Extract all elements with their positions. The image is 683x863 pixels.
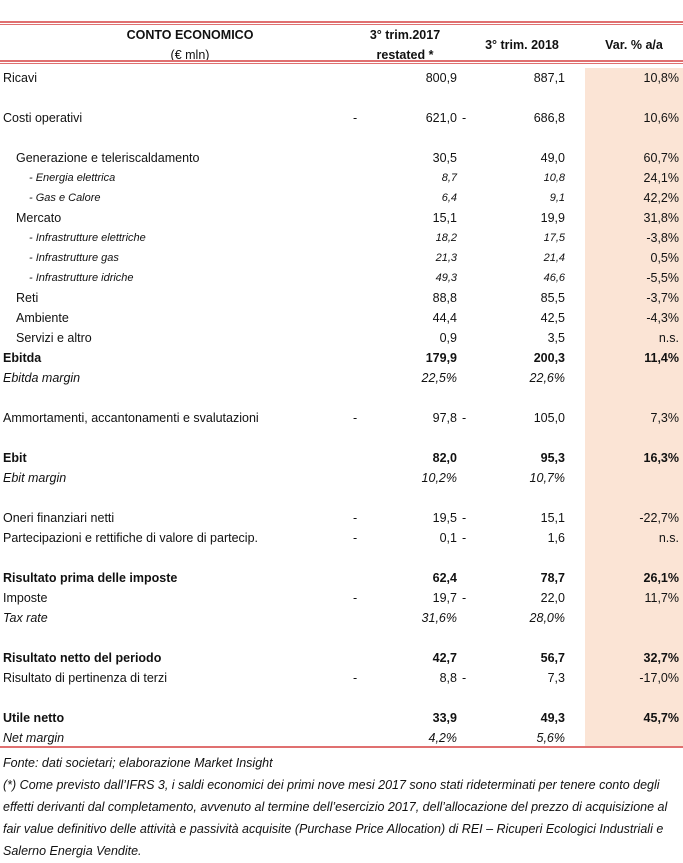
header-col1-line2: restated * bbox=[376, 48, 434, 62]
variation-value: -22,7% bbox=[639, 511, 679, 525]
row-label: Ammortamenti, accantonamenti e svalutazioni bbox=[3, 411, 259, 425]
col2-value: 22,0 bbox=[540, 591, 565, 605]
col2-value: 42,5 bbox=[540, 311, 565, 325]
table-row bbox=[0, 728, 683, 748]
source-note: Fonte: dati societari; elaborazione Market Insight bbox=[3, 756, 273, 770]
table-row bbox=[0, 228, 683, 248]
col2-sign: - bbox=[462, 511, 467, 525]
variation-value: 60,7% bbox=[643, 151, 679, 165]
col1-value: 19,7 bbox=[432, 591, 457, 605]
table-row bbox=[0, 448, 683, 468]
row-label: - Energia elettrica bbox=[29, 172, 116, 184]
variation-value: 24,1% bbox=[643, 171, 679, 185]
col2-value: 105,0 bbox=[533, 411, 565, 425]
col2-value: 5,6% bbox=[536, 731, 565, 745]
col1-value: 62,4 bbox=[432, 571, 457, 585]
col2-sign: - bbox=[462, 591, 467, 605]
variation-value: -3,7% bbox=[646, 291, 679, 305]
row-label: Imposte bbox=[3, 591, 48, 605]
col1-value: 33,9 bbox=[432, 711, 457, 725]
col1-value: 6,4 bbox=[441, 192, 457, 204]
table-row bbox=[0, 368, 683, 388]
col1-sign: - bbox=[353, 591, 358, 605]
variation-value: n.s. bbox=[658, 331, 679, 345]
table-row bbox=[0, 528, 683, 548]
col1-value: 44,4 bbox=[432, 311, 457, 325]
col2-value: 85,5 bbox=[540, 291, 565, 305]
col1-value: 22,5% bbox=[421, 371, 457, 385]
col1-value: 82,0 bbox=[432, 451, 457, 465]
variation-value: 42,2% bbox=[643, 191, 679, 205]
variation-value: 31,8% bbox=[643, 211, 679, 225]
variation-value: n.s. bbox=[658, 531, 679, 545]
col1-value: 49,3 bbox=[435, 272, 457, 284]
variation-value: 0,5% bbox=[650, 251, 679, 265]
row-label: Mercato bbox=[16, 211, 62, 225]
table-row bbox=[0, 288, 683, 308]
col1-sign: - bbox=[353, 511, 358, 525]
header-col2: 3° trim. 2018 bbox=[485, 38, 559, 52]
row-label: Ebitda bbox=[3, 351, 42, 365]
col1-sign: - bbox=[353, 531, 358, 545]
col2-value: 78,7 bbox=[540, 571, 565, 585]
table-row bbox=[0, 508, 683, 528]
row-label: Ebit margin bbox=[3, 471, 67, 485]
col1-value: 15,1 bbox=[432, 211, 457, 225]
col1-value: 10,2% bbox=[421, 471, 457, 485]
col2-value: 200,3 bbox=[533, 351, 565, 365]
col1-value: 8,8 bbox=[439, 671, 457, 685]
variation-value: -4,3% bbox=[646, 311, 679, 325]
variation-value: -17,0% bbox=[639, 671, 679, 685]
header-col1-line1: 3° trim.2017 bbox=[369, 28, 441, 42]
table-row bbox=[0, 168, 683, 188]
header-title: CONTO ECONOMICO bbox=[126, 28, 254, 42]
table-row bbox=[0, 708, 683, 728]
table-row bbox=[0, 668, 683, 688]
variation-value: 11,7% bbox=[644, 591, 679, 605]
col1-value: 8,7 bbox=[441, 172, 457, 184]
header-rule bbox=[0, 60, 683, 64]
row-label: Net margin bbox=[3, 731, 65, 745]
row-label: Costi operativi bbox=[3, 111, 83, 125]
bottom-rule bbox=[0, 746, 683, 749]
table-row bbox=[0, 148, 683, 168]
col2-value: 56,7 bbox=[540, 651, 565, 665]
col2-sign: - bbox=[462, 411, 467, 425]
table-row bbox=[0, 348, 683, 368]
row-label: Risultato prima delle imposte bbox=[3, 571, 178, 585]
header-col3: Var. % a/a bbox=[605, 38, 663, 52]
row-label: Reti bbox=[16, 291, 39, 305]
col1-value: 18,2 bbox=[435, 232, 457, 244]
col2-sign: - bbox=[462, 671, 467, 685]
variation-value: -3,8% bbox=[646, 231, 679, 245]
table-row bbox=[0, 328, 683, 348]
row-label: Ebitda margin bbox=[3, 371, 81, 385]
col1-value: 0,1 bbox=[439, 531, 457, 545]
row-label: Tax rate bbox=[3, 611, 48, 625]
table-row bbox=[0, 188, 683, 208]
row-label: Partecipazioni e rettifiche di valore di partecip. bbox=[3, 531, 258, 545]
variation-value: 16,3% bbox=[643, 451, 679, 465]
table-row bbox=[0, 308, 683, 328]
table-row bbox=[0, 408, 683, 428]
col1-value: 30,5 bbox=[432, 151, 457, 165]
col1-value: 800,9 bbox=[425, 71, 457, 85]
table-row bbox=[0, 208, 683, 228]
col1-value: 179,9 bbox=[425, 351, 457, 365]
row-label: - Infrastrutture gas bbox=[29, 252, 119, 264]
table-row bbox=[0, 248, 683, 268]
variation-value: 45,7% bbox=[643, 711, 679, 725]
col1-value: 19,5 bbox=[432, 511, 457, 525]
col2-value: 21,4 bbox=[543, 252, 565, 264]
table-row bbox=[0, 648, 683, 668]
row-label: - Infrastrutture idriche bbox=[29, 272, 134, 284]
table-row bbox=[0, 68, 683, 88]
col1-value: 4,2% bbox=[428, 731, 457, 745]
row-label: Ebit bbox=[3, 451, 27, 465]
row-label: - Gas e Calore bbox=[29, 192, 101, 204]
col1-sign: - bbox=[353, 411, 358, 425]
row-label: Servizi e altro bbox=[16, 331, 92, 345]
row-label: Oneri finanziari netti bbox=[3, 511, 115, 525]
table-row bbox=[0, 268, 683, 288]
col2-value: 22,6% bbox=[529, 371, 565, 385]
col2-value: 95,3 bbox=[540, 451, 565, 465]
col1-value: 88,8 bbox=[432, 291, 457, 305]
col2-value: 49,3 bbox=[540, 711, 565, 725]
variation-value: 10,8% bbox=[643, 71, 679, 85]
variation-value: 32,7% bbox=[643, 651, 679, 665]
col1-sign: - bbox=[353, 671, 358, 685]
row-label: Risultato netto del periodo bbox=[3, 651, 162, 665]
table-row bbox=[0, 468, 683, 488]
variation-value: 7,3% bbox=[650, 411, 679, 425]
col2-value: 15,1 bbox=[540, 511, 565, 525]
col2-value: 28,0% bbox=[529, 611, 565, 625]
col2-value: 1,6 bbox=[547, 531, 565, 545]
col2-value: 10,7% bbox=[529, 471, 565, 485]
row-label: Ambiente bbox=[16, 311, 69, 325]
col2-value: 7,3 bbox=[547, 671, 565, 685]
col1-sign: - bbox=[353, 111, 358, 125]
col2-value: 9,1 bbox=[549, 192, 565, 204]
footnotes bbox=[3, 752, 683, 862]
col2-value: 10,8 bbox=[543, 172, 565, 184]
variation-value: 26,1% bbox=[643, 571, 679, 585]
table-row bbox=[0, 568, 683, 588]
col1-value: 621,0 bbox=[425, 111, 457, 125]
ifrs-note: (*) Come previsto dall’IFRS 3, i saldi economici dei primi nove mesi 2017 sono stati rideterminati per tenere conto degli effetti derivanti dal completamento, avvenuto al termine dell’esercizio 2017, dell’allocazione del prezzo di acquisizione al fair value definitivo delle attività e passività acquisite (Purchase Price Allocation) di REI – Ricuperi Ecologici Industriali e Salerno Energia Vendite. bbox=[3, 778, 668, 858]
col2-value: 49,0 bbox=[540, 151, 565, 165]
row-label: Risultato di pertinenza di terzi bbox=[3, 671, 167, 685]
table-row bbox=[0, 108, 683, 128]
col2-value: 3,5 bbox=[547, 331, 565, 345]
col1-value: 31,6% bbox=[421, 611, 457, 625]
row-label: Utile netto bbox=[3, 711, 65, 725]
row-label: Generazione e teleriscaldamento bbox=[16, 151, 200, 165]
col1-value: 42,7 bbox=[432, 651, 457, 665]
col1-value: 97,8 bbox=[432, 411, 457, 425]
col2-value: 19,9 bbox=[540, 211, 565, 225]
col2-value: 17,5 bbox=[543, 232, 565, 244]
header-unit: (€ mln) bbox=[170, 48, 210, 62]
col1-value: 0,9 bbox=[439, 331, 457, 345]
col2-value: 46,6 bbox=[543, 272, 565, 284]
variation-value: -5,5% bbox=[646, 271, 679, 285]
table-row bbox=[0, 588, 683, 608]
col2-value: 887,1 bbox=[533, 71, 565, 85]
row-label: Ricavi bbox=[3, 71, 38, 85]
col2-value: 686,8 bbox=[533, 111, 565, 125]
table-row bbox=[0, 608, 683, 628]
table-header bbox=[0, 24, 683, 62]
col2-sign: - bbox=[462, 531, 467, 545]
col2-sign: - bbox=[462, 111, 467, 125]
variation-value: 11,4% bbox=[644, 351, 679, 365]
col1-value: 21,3 bbox=[435, 252, 457, 264]
row-label: - Infrastrutture elettriche bbox=[29, 232, 146, 244]
variation-value: 10,6% bbox=[643, 111, 679, 125]
